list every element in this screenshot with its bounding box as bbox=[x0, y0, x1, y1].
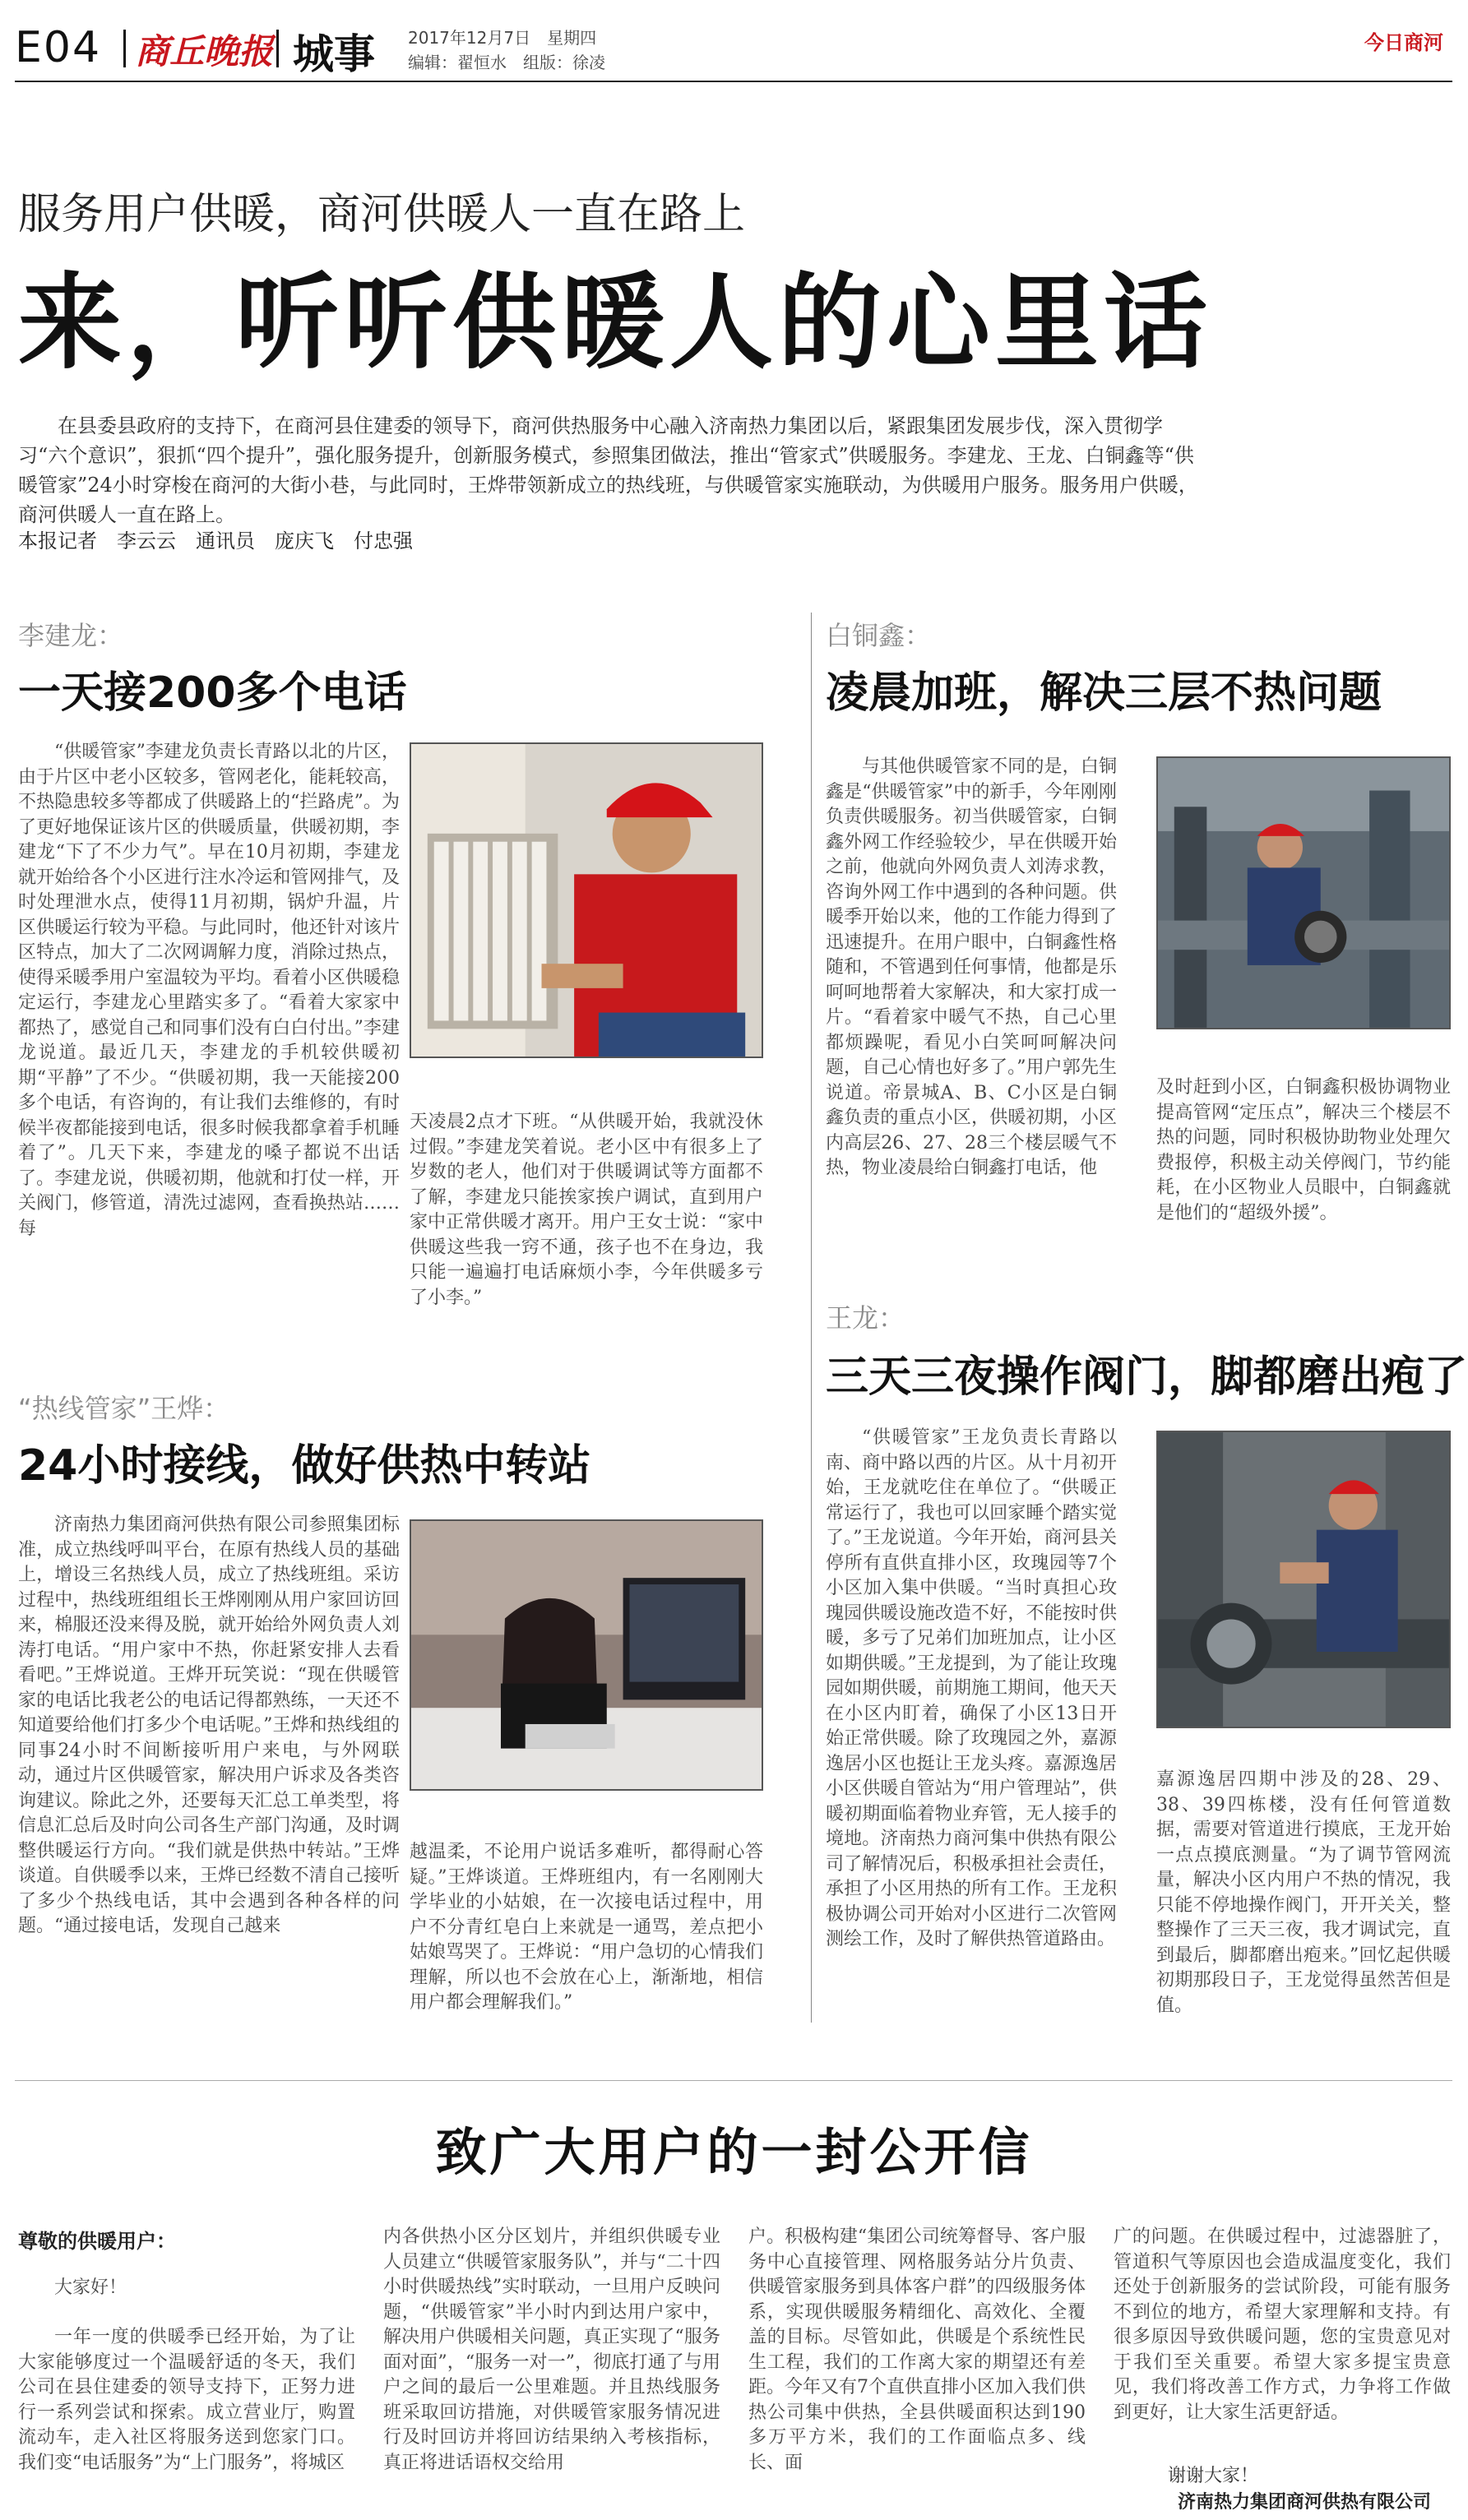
photo-worker-radiator bbox=[410, 742, 763, 1058]
section-rule bbox=[15, 2080, 1452, 2081]
section-title: 一天接200多个电话 bbox=[18, 668, 407, 718]
section-title: 三天三夜操作阀门，脚都磨出疱了 bbox=[826, 1352, 1468, 1402]
lead-paragraph: 在县委县政府的支持下，在商河县住建委的领导下，商河供热服务中心融入济南热力集团以后，紧跟集团发展步伐，深入贯彻学习“六个意识”，狠抓“四个提升”，强化服务提升，创新服务模式，参照集团做法，推出“管家式”供暖服务。李建龙、王龙、白铜鑫等“供暖管家”24小时穿梭在商河的大街小巷，与此同时，王烨带领新成立的热线班，与供暖管家实施联动，为供暖用户服务。服务用户供暖，商河供暖人一直在路上。 bbox=[18, 414, 1198, 526]
section-kicker: 王龙： bbox=[826, 1302, 905, 1334]
article-text-continued: 嘉源逸居四期中涉及的28、29、38、39四栋楼，没有任何管道数据，需要对管道进行摸底，王龙开始一点点摸底测量。“为了调节管网流量，解决小区内用户不热的情况，我只能不停地操作阀门，开开关关，整整操作了三天三夜，我才调试完，直到最后，脚都磨出疱来。”回忆起供暖初期那段日子，王龙觉得虽然苦但是值。 bbox=[1156, 1769, 1451, 2016]
editor-credits: 编辑：翟恒水 组版：徐凌 bbox=[408, 53, 605, 72]
article-text: “供暖管家”王龙负责长青路以南、商中路以西的片区。从十月初开始，王龙就吃住在单位了。“供暖正常运行了，我也可以回家睡个踏实觉了。”王龙说道。今年开始，商河县关停所有直供直排小区，玫瑰园等7个小区加入集中供暖。“当时真担心玫瑰园供暖设施改造不好，不能按时供暖，多亏了兄弟们加班加点，让小区如期供暖。”王龙提到，为了能让玫瑰园如期供暖，前期施工期间，他天天在小区内盯着，确保了小区13日开始正常供暖。除了玫瑰园之外，嘉源逸居小区也挺让王龙头疼。嘉源逸居小区供暖自管站为“用户管理站”，供暖初期面临着物业弃管，无人接手的境地。济南热力商河集中供热有限公司了解情况后，积极承担社会责任，承担了小区用热的所有工作。王龙积极协调公司开始对小区进行二次管网测绘工作，及时了解供热管道路由。 bbox=[826, 1427, 1117, 1949]
letter-text: 一年一度的供暖季已经开始，为了让大家能够度过一个温暖舒适的冬天，我们公司在县住建委的领导支持下，正努力进行一系列尝试和探索。成立营业厅，购置流动车，走入社区将服务送到您家门口。我们变“电话服务”为“上门服务”，将城区 bbox=[18, 2327, 355, 2473]
operator-photo-icon bbox=[411, 1521, 762, 1789]
letter-title: 致广大用户的一封公开信 bbox=[435, 2122, 1033, 2182]
letter-signature: 济南热力集团商河供热有限公司 bbox=[1178, 2492, 1432, 2513]
column-divider bbox=[811, 613, 812, 2023]
letter-text: 广的问题。在供暖过程中，过滤器脏了，管道积气等原因也会造成温度变化，我们还处于创新服务的尝试阶段，可能有服务不到位的地方，希望大家理解和支持。有很多原因导致供暖问题，您的宝贵意见对于我们至关重要。希望大家多提宝贵意见，我们将改善工作方式，力争将工作做到更好，让大家生活更舒适。 bbox=[1114, 2226, 1451, 2423]
letter-text: 内各供热小区分区划片，并组织供暖专业人员建立“供暖管家服务队”，并与“二十四小时供暖热线”实时联动，一旦用户反映问题，“供暖管家”半小时内到达用户家中，解决用户供暖相关问题，真正实现了“服务面对面”，“服务一对一”，彻底打通了与用户之间的最后一公里难题。并且热线服务班采取回访措施，对供暖管家服务情况进行及时回访并将回访结果纳入考核指标，真正将进话语权交给用 bbox=[383, 2226, 720, 2473]
column-tag: 今日商河 bbox=[1364, 31, 1443, 54]
header-divider bbox=[276, 30, 279, 67]
section-kicker: “热线管家”王烨： bbox=[18, 1393, 230, 1424]
pipes-photo-icon bbox=[1158, 758, 1449, 1028]
photo-worker-pipes bbox=[1156, 756, 1451, 1029]
issue-date: 2017年12月7日 星期四 bbox=[408, 28, 597, 48]
worker-photo-icon bbox=[411, 744, 762, 1057]
header-rule bbox=[15, 81, 1452, 82]
newspaper-logo: 商丘晚报 bbox=[135, 31, 274, 72]
article-text: 与其他供暖管家不同的是，白铜鑫是“供暖管家”中的新手，今年刚刚负责供暖服务。初当供暖管家，白铜鑫外网工作经验较少，早在供暖开始之前，他就向外网负责人刘涛求教，咨询外网工作中遇到的各种问题。供暖季开始以来，他的工作能力得到了迅速提升。在用户眼中，白铜鑫性格随和，不管遇到任何事情，他都是乐呵呵地帮着大家解决，和大家打成一片。“看着家中暖气不热，自己心里都烦躁呢，看见小白笑呵呵解决问题，自己心情也好多了。”用户郭先生说道。帝景城A、B、C小区是白铜鑫负责的重点小区，供暖初期，小区内高层26、27、28三个楼层暖气不热，物业凌晨给白铜鑫打电话，他 bbox=[826, 756, 1117, 1178]
valve-photo-icon bbox=[1158, 1432, 1449, 1727]
section-kicker: 李建龙： bbox=[18, 620, 124, 651]
article-text-continued: 天凌晨2点才下班。“从供暖开始，我就没休过假。”李建龙笑着说。老小区中有很多上了岁数的老人，他们对于供暖调试等方面都不了解，李建龙只能挨家挨户调试，直到用户家中正常供暖才离开。用户王女士说：“家中供暖这些我一窍不通，孩子也不在身边，我只能一遍遍打电话麻烦小李，今年供暖多亏了小李。” bbox=[410, 1112, 763, 1308]
headline-kicker: 服务用户供暖，商河供暖人一直在路上 bbox=[18, 190, 746, 239]
section-name: 城事 bbox=[293, 30, 375, 78]
main-headline: 来，听听供暖人的心里话 bbox=[18, 262, 1212, 383]
letter-salutation: 大家好！ bbox=[54, 2277, 127, 2298]
byline: 本报记者 李云云 通讯员 庞庆飞 付忠强 bbox=[18, 529, 413, 553]
article-text-continued: 越温柔，不论用户说话多难听，都得耐心答疑。”王烨谈道。王烨班组内，有一名刚刚大学毕业的小姑娘，在一次接电话过程中，用户不分青红皂白上来就是一通骂，差点把小姑娘骂哭了。王烨说：“用户急切的心情我们理解，所以也不会放在心上，渐渐地，相信用户都会理解我们。” bbox=[410, 1842, 763, 2013]
photo-worker-valve bbox=[1156, 1431, 1451, 1728]
section-title: 24小时接线，做好供热中转站 bbox=[18, 1441, 591, 1491]
section-title: 凌晨加班，解决三层不热问题 bbox=[826, 668, 1382, 718]
section-kicker: 白铜鑫： bbox=[826, 620, 932, 651]
article-text: 济南热力集团商河供热有限公司参照集团标准，成立热线呼叫平台，在原有热线人员的基础上，增设三名热线人员，成立了热线班组。采访过程中，热线班组组长王烨刚刚从用户家回访回来，棉服还没来得及脱，就开始给外网负责人刘涛打电话。“用户家中不热，你赶紧安排人去看看吧。”王烨说道。王烨开玩笑说：“现在供暖管家的电话比我老公的电话记得都熟练，一天还不知道要给他们打多少个电话呢。”王烨和热线组的同事24小时不间断接听用户来电，与外网联动，通过片区供暖管家，解决用户诉求及各类咨询建议。除此之外，还要每天汇总工单类型，将信息汇总后及时向公司各生产部门沟通，及时调整供暖运行方向。“我们就是供热中转站。”王烨谈道。自供暖季以来，王烨已经数不清自己接听了多少个热线电话，其中会遇到各种各样的问题。“通过接电话，发现自己越来 bbox=[18, 1514, 400, 1936]
letter-thanks: 谢谢大家！ bbox=[1168, 2466, 1259, 2486]
letter-text: 户。积极构建“集团公司统筹督导、客户服务中心直接管理、网格服务站分片负责、供暖管家服务到具体客户群”的四级服务体系，实现供暖服务精细化、高效化、全覆盖的目标。尽管如此，供暖是个系统性民生工程，我们的工作离大家的期望还有差距。今年又有7个直供直排小区加入我们供热公司集中供热，全县供暖面积达到190多万平方米，我们的工作面临点多、线长、面 bbox=[748, 2226, 1086, 2473]
article-text-continued: 及时赶到小区，白铜鑫积极协调物业提高管网“定压点”，解决三个楼层不热的问题，同时积极协助物业处理欠费报停，积极主动关停阀门，节约能耗，在小区物业人员眼中，白铜鑫就是他们的“超级外援”。 bbox=[1156, 1077, 1451, 1223]
photo-hotline-operator bbox=[410, 1519, 763, 1791]
article-text: “供暖管家”李建龙负责长青路以北的片区，由于片区中老小区较多，管网老化，能耗较高，不热隐患较多等都成了供暖路上的“拦路虎”。为了更好地保证该片区的供暖质量，供暖初期，李建龙“下了不少力气”。早在10月初期，李建龙就开始给各个小区进行注水冷运和管网排气，及时处理泄水点，使得11月初期，锅炉升温，片区供暖运行较为平稳。与此同时，他还针对该片区特点，加大了二次网调解力度，消除过热点，使得采暖季用户室温较为平均。看着小区供暖稳定运行，李建龙心里踏实多了。“看着大家家中都热了，感觉自己和同事们没有白白付出。”李建龙说道。最近几天，李建龙的手机较供暖初期“平静”了不少。“供暖初期，我一天能接200多个电话，有咨询的，有让我们去维修的，有时候半夜都能接到电话，很多时候我都拿着手机睡着了”。几天下来，李建龙的嗓子都说不出话了。李建龙说，供暖初期，他就和打仗一样，开关阀门，修管道，清洗过滤网，查看换热站……每 bbox=[18, 742, 400, 1239]
letter-greeting: 尊敬的供暖用户： bbox=[18, 2230, 176, 2253]
header-divider bbox=[123, 30, 126, 67]
page-number: E04 bbox=[15, 23, 102, 72]
